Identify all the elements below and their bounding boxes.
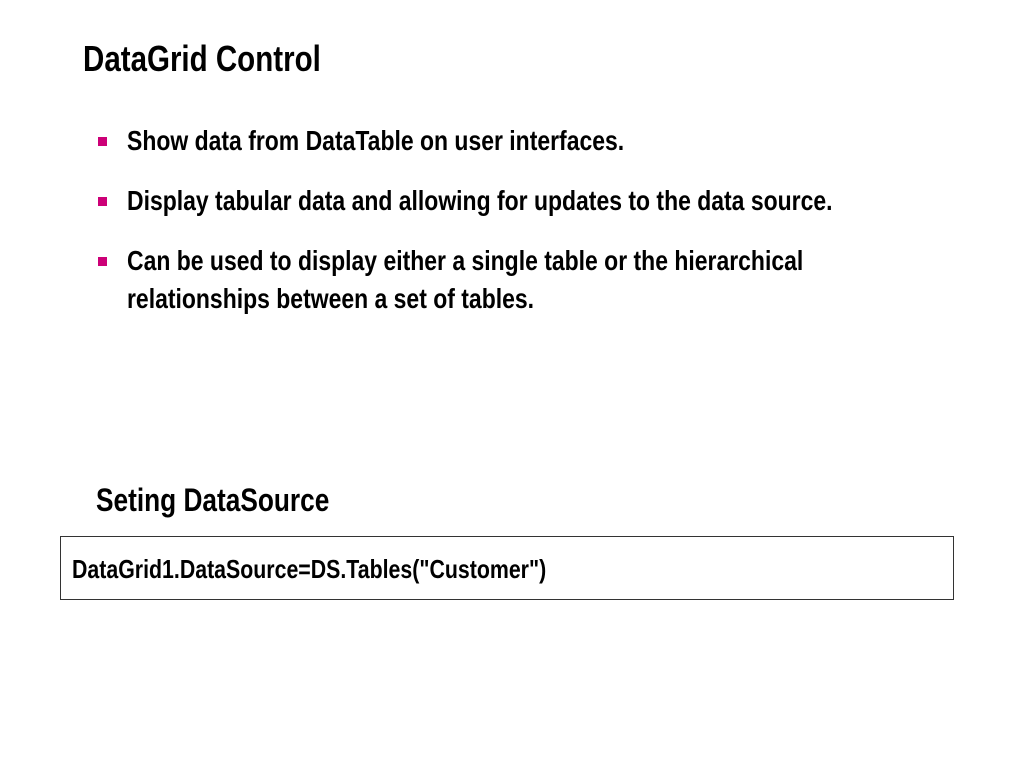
bullet-text: Show data from DataTable on user interfaces. <box>127 125 625 156</box>
bullet-item <box>96 242 1016 318</box>
code-snippet: DataGrid1.DataSource=DS.Tables("Customer") <box>72 554 547 584</box>
square-bullet-icon <box>98 257 107 266</box>
bullet-text: Display tabular data and allowing for updates to the data source. <box>127 185 833 216</box>
bullet-item <box>96 122 1016 160</box>
square-bullet-icon <box>98 137 107 146</box>
bullet-item <box>96 182 1016 220</box>
square-bullet-icon <box>98 197 107 206</box>
slide-title: DataGrid Control <box>83 38 321 79</box>
code-box <box>60 536 954 600</box>
section-heading: Seting DataSource <box>96 482 330 518</box>
bullet-list <box>96 122 1016 340</box>
bullet-text: Can be used to display either a single table or the hierarchical relationships between a set of tables. <box>127 245 804 314</box>
